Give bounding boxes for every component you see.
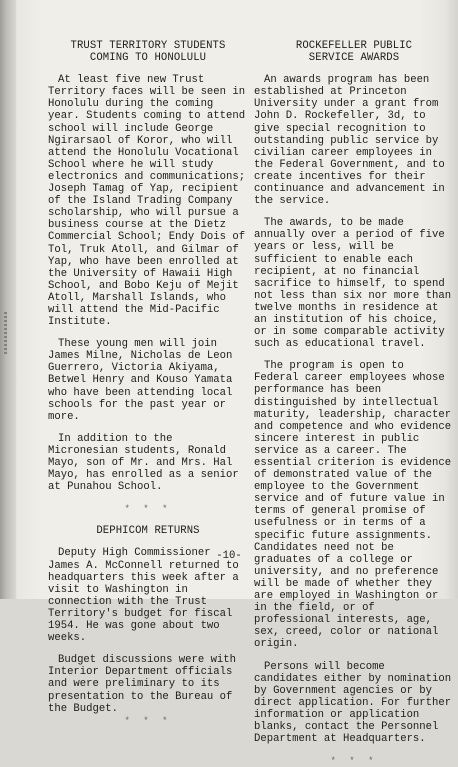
awards-paragraph-3: The program is open to Federal career employees whose performance has been distinguished by intellectual maturity, leadership, character and competence and who evidence sincere interest in public service as a career. The essential criterion is evidence of demonstrated value of the employee to the Government service and of future value in terms of general promise of usefulness or in terms of a specific future assignments. Candidates need not be graduates of a college or university, and no preference will be made of whether they are employed in Washington or in the field, or of professional interests, age, sex, creed, color or national origin.	[254, 360, 452, 651]
dephicom-paragraph-1: Deputy High Commissioner James A. McConnell returned to headquarters this week after a visit to Washington in connection with the Trust Territory's budget for fiscal 1954. He was gone about two weeks.	[48, 547, 239, 645]
heading-dephicom: DEPHICOM RETURNS	[96, 525, 200, 538]
students-paragraph-2: These young men will join James Milne, Nicholas de Leon Guerrero, Victoria Akiyama, Betwel Henry and Kouso Yamata who have been attending local schools for the past year or more.	[48, 338, 233, 423]
students-paragraph-1: At least five new Trust Territory faces will be seen in Honolulu during the coming year. Students coming to attend school will include George Ngirarsaol of Koror, who will attend the Honolulu Vocational School where he will study electronics and communications; Joseph Tamag of Yap, recipient of the Island Trading Company scholarship, who will pursue a business course at the Dietz Commercial School; Endy Dois of Tol, Truk Atoll, and Gilmar of Yap, who have been enrolled at the University of Hawaii High School, and Bobo Keju of Mejit Atoll, Marshall Islands, who will attend the Mid-Pacific Institute.	[48, 74, 246, 329]
section-separator: * * *	[330, 756, 378, 767]
binding-mark	[4, 312, 7, 354]
left-column	[48, 40, 248, 727]
heading-rockefeller-line2: SERVICE AWARDS	[308, 52, 400, 65]
heading-students-line2: COMING TO HONOLULU	[89, 52, 207, 65]
awards-paragraph-2: The awards, to be made annually over a period of five years or less, will be sufficient to enable each recipient, at no financial sacrifice to himself, to spend not less than six nor more than twelve months in residence at an institution of his choice, or in some comparable activity such as educational travel.	[254, 217, 452, 351]
students-paragraph-3: In addition to the Micronesian students, Ronald Mayo, son of Mr. and Mrs. Hal Mayo, has enrolled as a senior at Punahou School.	[48, 432, 239, 494]
dephicom-paragraph-2: Budget discussions were with Interior Department officials and were preliminary to its presentation to the Bureau of the Budget.	[48, 654, 237, 715]
section-separator: * * *	[124, 504, 172, 515]
page-number: -10-	[216, 550, 242, 562]
heading-students-line1: TRUST TERRITORY STUDENTS	[70, 40, 226, 52]
page-binding-edge	[0, 0, 16, 599]
right-column	[254, 40, 454, 767]
awards-paragraph-4: Persons will become candidates either by nomination by Government agencies or by direct application. For further information or application blanks, contact the Personnel Department at Headquarters.	[254, 660, 452, 746]
awards-paragraph-1: An awards program has been established at Princeton University under a grant from John D. Rockefeller, 3d, to give special recognition to outstanding public service by civilian career employees in the Federal Government, and to create incentives for their continuance and advancement in the service.	[254, 74, 445, 208]
section-separator: * * *	[124, 715, 172, 726]
heading-rockefeller-line1: ROCKEFELLER PUBLIC	[295, 40, 413, 52]
